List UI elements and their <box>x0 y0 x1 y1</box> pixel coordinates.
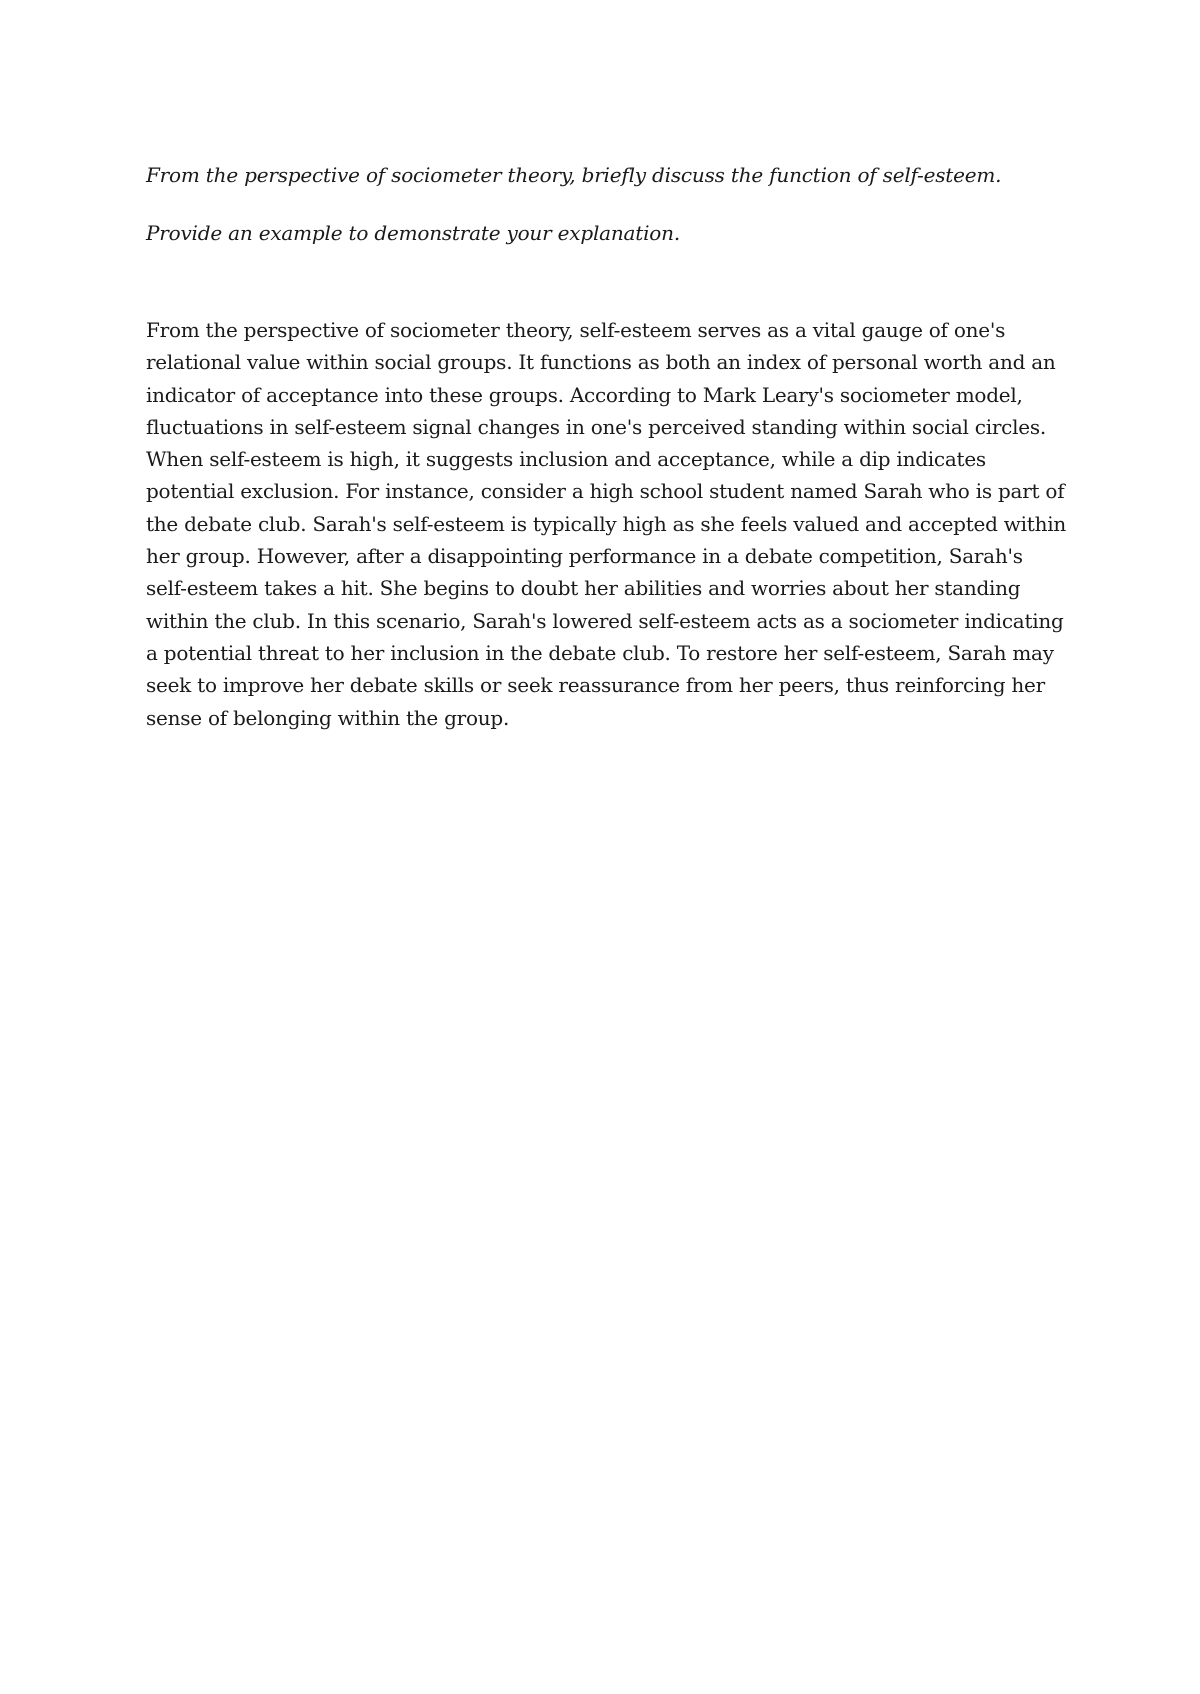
answer-paragraph: From the perspective of sociometer theory, self-esteem serves as a vital gauge of one's relational value within social groups. It functions as both an index of personal worth and an indicator of acceptance into these groups. According to Mark Leary's sociometer model, fluctuations in self-esteem signal changes in one's perceived standing within social circles. When self-esteem is high, it suggests inclusion and acceptance, while a dip indicates potential exclusion. For instance, consider a high school student named Sarah who is part of the debate club. Sarah's self-esteem is typically high as she feels valued and accepted within her group. However, after a disappointing performance in a debate competition, Sarah's self-esteem takes a hit. She begins to doubt her abilities and worries about her standing within the club. In this scenario, Sarah's lowered self-esteem acts as a sociometer indicating a potential threat to her inclusion in the debate club. To restore her self-esteem, Sarah may seek to improve her debate skills or seek reassurance from her peers, thus reinforcing her sense of belonging within the group. <box>146 318 1066 730</box>
question-prompt-1: From the perspective of sociometer theory, briefly discuss the function of self-esteem. <box>146 163 1002 187</box>
question-prompt-2: Provide an example to demonstrate your explanation. <box>146 221 680 245</box>
